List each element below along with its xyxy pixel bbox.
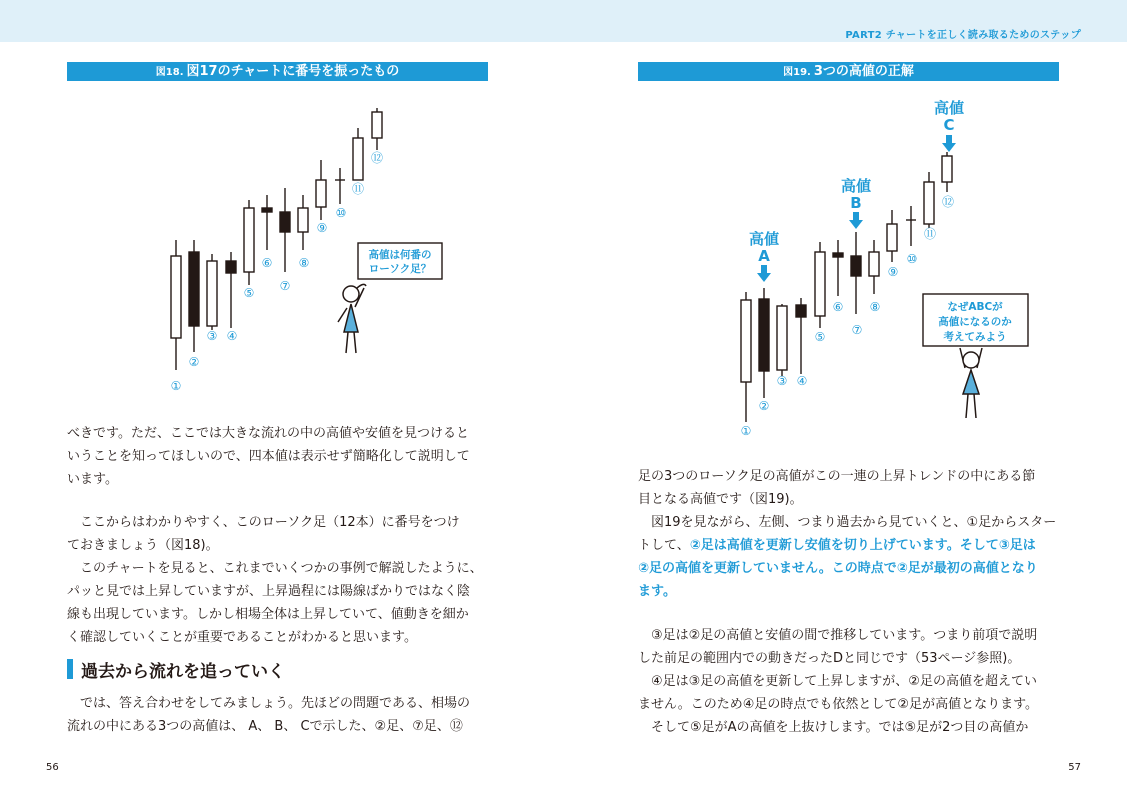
running-head: PART2 チャートを正しく読み取るためのステップ [845,30,1081,41]
section-marker [67,659,73,679]
figure18-title: 図17のチャートに番号を振ったもの [186,64,400,79]
high-a-line2: A [758,247,770,265]
figure19-title: 3つの高値の正解 [813,64,914,79]
fig19-label-10: ⑩ [906,252,918,266]
fig19-label-12: ⑫ [941,195,955,209]
fig19-label-3: ③ [776,374,788,388]
high-a-line1: 高値 [748,230,780,248]
fig18-label-5: ⑤ [243,286,255,300]
right-para2: 図19を見ながら、左側、つまり過去から見ていくと、①足からスター トして、②足は高値を更新し安値を切り上げています。そして③足は ②足の高値を更新していません。この時点で②足が最初の高値となり ます。 [638,511,1056,603]
fig18-label-12: ⑫ [370,151,384,165]
fig18-bubble-line1: 高値は何番の [368,249,432,261]
fig19-label-11: ⑪ [923,227,937,241]
fig18-label-4: ④ [226,329,238,343]
figure19-candlestick-chart [720,92,1060,442]
fig18-label-3: ③ [206,329,218,343]
left-para1: べきです。ただ、ここでは大きな流れの中の高値や安値を見つけると いうことを知ってほしいので、四本値は表示せず簡略化して説明して います。 [67,426,470,487]
fig18-label-6: ⑥ [261,256,273,270]
highlight-text-2: ②足の高値を更新していません。この時点で②足が最初の高値となり [638,561,1038,576]
fig18-speech-bubble [358,243,442,279]
fig19-label-4: ④ [796,374,808,388]
fig19-label-8: ⑧ [869,300,881,314]
high-c-line1: 高値 [933,99,965,117]
fig19-sign-line1: なぜABCが [947,301,1003,313]
fig18-label-8: ⑧ [298,256,310,270]
figure19-number: 図19. [783,67,811,78]
left-para3: では、答え合わせをしてみましょう。先ほどの問題である、相場の 流れの中にある3つの高値は、 A、 B、 Cで示した、②足、⑦足、⑫ [67,696,471,734]
fig18-bubble-line2: ローソク足？ [368,263,432,275]
highlight-text-3: ます。 [638,584,676,599]
figure18-candlestick-chart [150,100,470,405]
figure19-title-bar [638,62,1059,81]
fig18-label-7: ⑦ [279,279,291,293]
fig19-label-6: ⑥ [832,300,844,314]
high-b-line2: B [850,194,862,212]
fig18-label-1: ① [170,379,182,393]
figure18-title-bar [67,62,488,81]
fig19-label-7: ⑦ [851,323,863,337]
fig19-label-1: ① [740,424,752,438]
section-title: 過去から流れを追っていく [81,662,285,682]
page-number-left: 56 [46,762,59,773]
fig19-sign-line3: 考えてみよう [943,331,1007,343]
fig18-label-10: ⑩ [335,206,347,220]
right-para3: ③足は②足の高値と安値の間で推移しています。つまり前項で説明 した前足の範囲内での動きだったDと同じです（53ページ参照)。 ④足は③足の高値を更新して上昇しますが、②足の高値を超えてい ません。このため④足の時点でも依然として②足が高値となります。 そして⑤足がAの高値を上抜けします。では⑤足が2つ目の高値か [638,628,1039,735]
fig18-label-9: ⑨ [316,221,328,235]
fig18-label-11: ⑪ [351,182,365,196]
fig18-label-2: ② [188,355,200,369]
fig19-sign-line2: 高値になるのか [938,316,1012,328]
left-para2: ここからはわかりやすく、このローソク足（12本）に番号をつけ ておきましょう（図18)。 このチャートを見ると、これまでいくつかの事例で解説したように、 パッと見では上昇していますが、上昇過程には陽線ばかりではなく陰 線も出現しています。しかし相場全体は上昇していて、値動きを細か く確認していくことが重要であることがわかると思います。 [67,515,483,645]
fig18-stick-figure [338,284,366,353]
highlight-text-1: ②足は高値を更新し安値を切り上げています。そして③足は [689,538,1036,553]
fig19-sign [923,294,1028,346]
fig19-label-2: ② [758,399,770,413]
page-number-right: 57 [1068,762,1081,773]
fig19-label-9: ⑨ [887,265,899,279]
fig19-label-5: ⑤ [814,330,826,344]
high-b-line1: 高値 [840,177,872,195]
figure18-number: 図18. [155,67,184,78]
high-c-line2: C [943,116,955,134]
right-para1: 足の3つのローソク足の高値がこの一連の上昇トレンドの中にある節 目となる高値です（図19)。 [638,469,1036,507]
fig19-stick-figure [960,348,982,418]
